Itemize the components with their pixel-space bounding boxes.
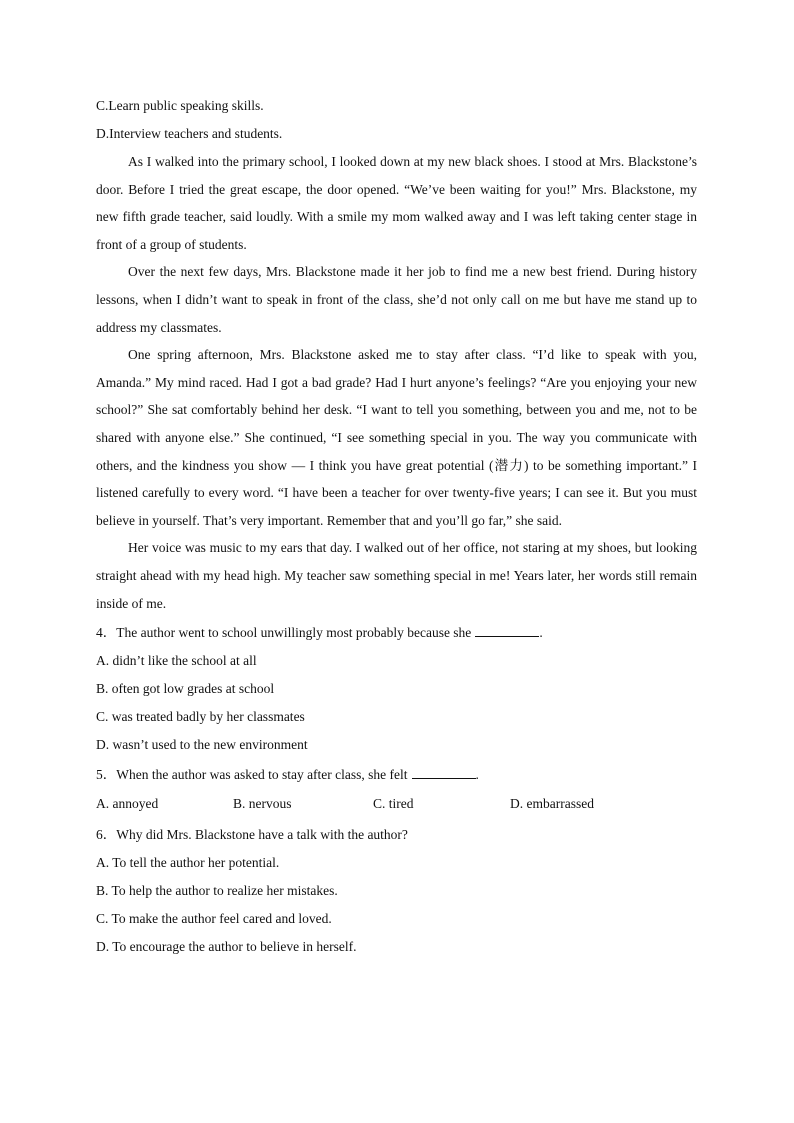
question-6-stem: 6．Why did Mrs. Blackstone have a talk with the author?	[96, 827, 408, 843]
answer-blank	[475, 623, 539, 637]
question-5-stem: 5．When the author was asked to stay after class, she felt	[96, 767, 408, 783]
question-4-option-c: C. was treated badly by her classmates	[96, 709, 305, 725]
question-4-option-b: B. often got low grades at school	[96, 681, 275, 697]
answer-blank	[412, 765, 476, 779]
question-4-end: .	[539, 625, 543, 641]
question-6	[96, 820, 697, 849]
question-4	[96, 618, 697, 647]
question-5-option-b: B. nervous	[233, 796, 292, 812]
question-6-option-b: B. To help the author to realize her mistakes.	[96, 883, 338, 899]
question-5-end: .	[475, 767, 479, 783]
question-4-option-a: A. didn’t like the school at all	[96, 653, 257, 669]
question-6-option-c: C. To make the author feel cared and loved.	[96, 911, 332, 927]
question-5-options	[96, 789, 697, 819]
passage-paragraph-1: As I walked into the primary school, I looked down at my new black shoes. I stood at Mrs. Blackstone’s door. Before I tried the great escape, the door opened. “We’ve been waiting for you!” Mrs. Blackstone, my new fifth grade teacher, said loudly. With a smile my mom walked away and I was left taking center stage in front of a group of students.	[96, 154, 697, 252]
question-6-option-d: D. To encourage the author to believe in herself.	[96, 939, 357, 955]
question-6-option-a: A. To tell the author her potential.	[96, 855, 280, 871]
question-4-option-d: D. wasn’t used to the new environment	[96, 737, 308, 753]
page-content	[96, 92, 697, 961]
passage-paragraph-2: Over the next few days, Mrs. Blackstone made it her job to find me a new best friend. During history lessons, when I didn’t want to speak in front of the class, she’d not only call on me but have me stand up to address my classmates.	[96, 264, 697, 335]
previous-option-d: D.Interview teachers and students.	[96, 126, 283, 141]
question-5	[96, 760, 697, 789]
previous-option-c: C.Learn public speaking skills.	[96, 98, 264, 113]
question-5-option-a: A. annoyed	[96, 796, 159, 812]
passage-paragraph-4: Her voice was music to my ears that day. I walked out of her office, not staring at my shoes, but looking straight ahead with my head high. My teacher saw something special in me! Years later, her words still remain inside of me.	[96, 540, 697, 611]
question-4-stem: 4．The author went to school unwillingly most probably because she	[96, 625, 472, 641]
question-5-option-c: C. tired	[373, 796, 414, 812]
passage-paragraph-3: One spring afternoon, Mrs. Blackstone asked me to stay after class. “I’d like to speak with you, Amanda.” My mind raced. Had I got a bad grade? Had I hurt anyone’s feelings? “Are you enjoying your new school?” She sat comfortably behind her desk. “I want to tell you something, between you and me, not to be shared with anyone else.” She continued, “I see something special in you. The way you communicate with others, and the kindness you show — I think you have great potential (潜力) to be something important.” I listened carefully to every word. “I have been a teacher for over twenty-five years; I can see it. But you must believe in yourself. That’s very important. Remember that and you’ll go far,” she said.	[96, 347, 697, 528]
question-5-option-d: D. embarrassed	[510, 796, 594, 812]
